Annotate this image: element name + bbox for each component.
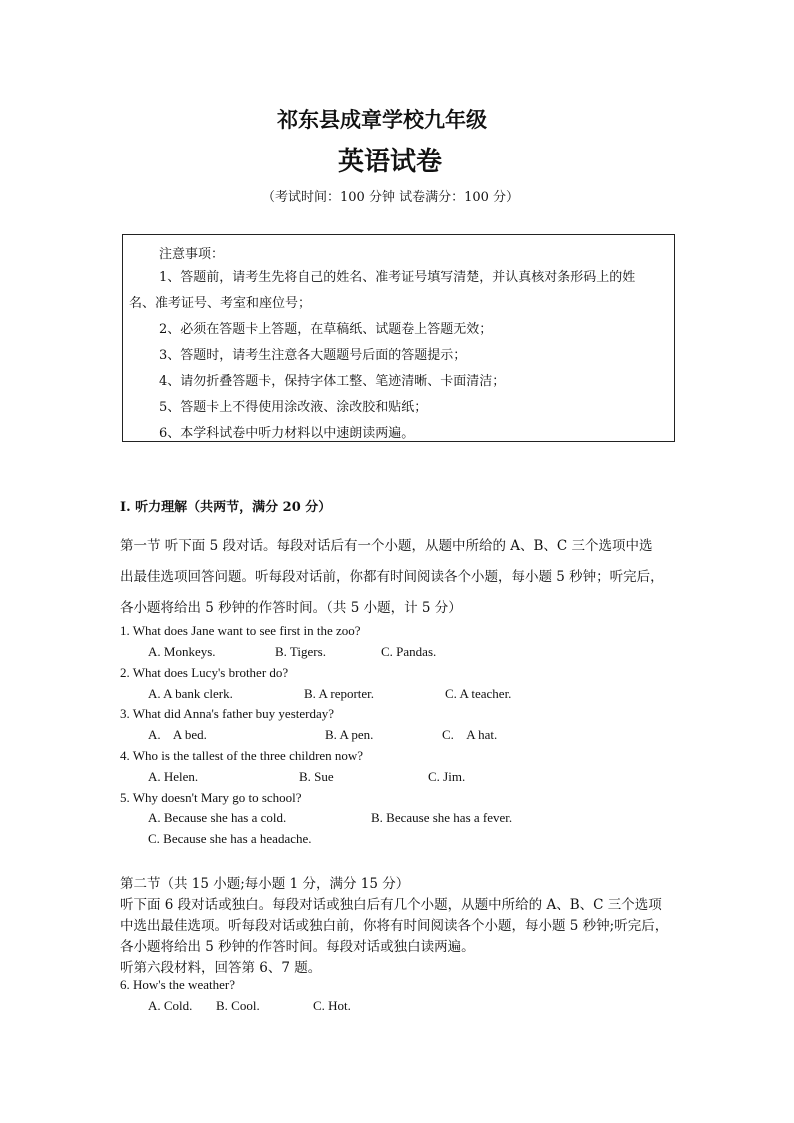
section2-line: 中选出最佳选项。听每段对话或独白前，你将有时间阅读各个小题，每小题 5 秒钟;听完后， (120, 918, 669, 934)
option-a: A. Helen. (148, 769, 199, 784)
school-title: 祁东县成章学校九年级 (277, 108, 487, 132)
option-c: C. Jim. (428, 769, 466, 784)
subject-title: 英语试卷 (338, 147, 443, 177)
notice-item: 2、必须在答题卡上答题，在草稿纸、试题卷上答题无效； (159, 322, 493, 337)
notice-item: 1、答题前，请考生先将自己的姓名、准考证号填写清楚，并认真核对条形码上的姓 (159, 270, 636, 285)
question-text: 5. Why doesn't Mary go to school? (120, 790, 302, 805)
question-text: 6. How's the weather? (120, 977, 235, 992)
option-c: C. A hat. (442, 727, 498, 742)
option-b: B. A reporter. (304, 686, 375, 701)
notice-title: 注意事项： (159, 247, 225, 262)
notice-item: 6、本学科试卷中听力材料以中速朗读两遍。 (159, 426, 415, 441)
option-c: C. A teacher. (445, 686, 512, 701)
notice-item: 3、答题时，请考生注意各大题题号后面的答题提示； (159, 348, 467, 363)
question-text: 4. Who is the tallest of the three children now? (120, 748, 364, 763)
section1-line: 第一节 听下面 5 段对话。每段对话后有一个小题，从题中所给的 A、B、C 三个选项中选 (120, 538, 653, 554)
section2-line: 听下面 6 段对话或独白。每段对话或独白后有几个小题，从题中所给的 A、B、C 三个选项 (120, 897, 662, 913)
section2-line: 各小题将给出 5 秒钟的作答时间。每段对话或独白读两遍。 (120, 939, 475, 955)
option-c: C. Because she has a headache. (148, 831, 312, 846)
question-text: 1. What does Jane want to see first in the zoo? (120, 623, 361, 638)
section2-line: 听第六段材料，回答第 6、7 题。 (120, 960, 322, 976)
notice-item: 5、答题卡上不得使用涂改液、涂改胶和贴纸； (159, 400, 428, 415)
option-a: A. Because she has a cold. (148, 810, 287, 825)
option-a: A. A bank clerk. (148, 686, 233, 701)
option-b: B. Sue (299, 769, 334, 784)
option-a: A. A bed. (148, 727, 207, 742)
option-a: A. Cold. (148, 998, 193, 1013)
question-text: 2. What does Lucy's brother do? (120, 665, 289, 680)
notice-item: 名、准考证号、考室和座位号； (129, 296, 312, 311)
exam-info: （考试时间：100 分钟 试卷满分：100 分） (262, 190, 520, 205)
part-heading: I. 听力理解（共两节，满分 20 分） (120, 500, 332, 515)
section2-line: 第二节（共 15 小题;每小题 1 分，满分 15 分） (120, 876, 410, 892)
option-a: A. Monkeys. (148, 644, 216, 659)
notice-box (122, 234, 675, 442)
question-text: 3. What did Anna's father buy yesterday? (120, 706, 335, 721)
option-b: B. Tigers. (275, 644, 326, 659)
option-b: B. Cool. (216, 998, 260, 1013)
option-c: C. Pandas. (381, 644, 437, 659)
option-b: B. Because she has a fever. (371, 810, 513, 825)
notice-item: 4、请勿折叠答题卡，保持字体工整、笔迹清晰、卡面清洁； (159, 374, 506, 389)
section1-line: 各小题将给出 5 秒钟的作答时间。（共 5 小题，计 5 分） (120, 600, 462, 616)
option-c: C. Hot. (313, 998, 351, 1013)
option-b: B. A pen. (325, 727, 374, 742)
section1-line: 出最佳选项回答问题。听每段对话前，你都有时间阅读各个小题，每小题 5 秒钟；听完后， (120, 569, 664, 585)
